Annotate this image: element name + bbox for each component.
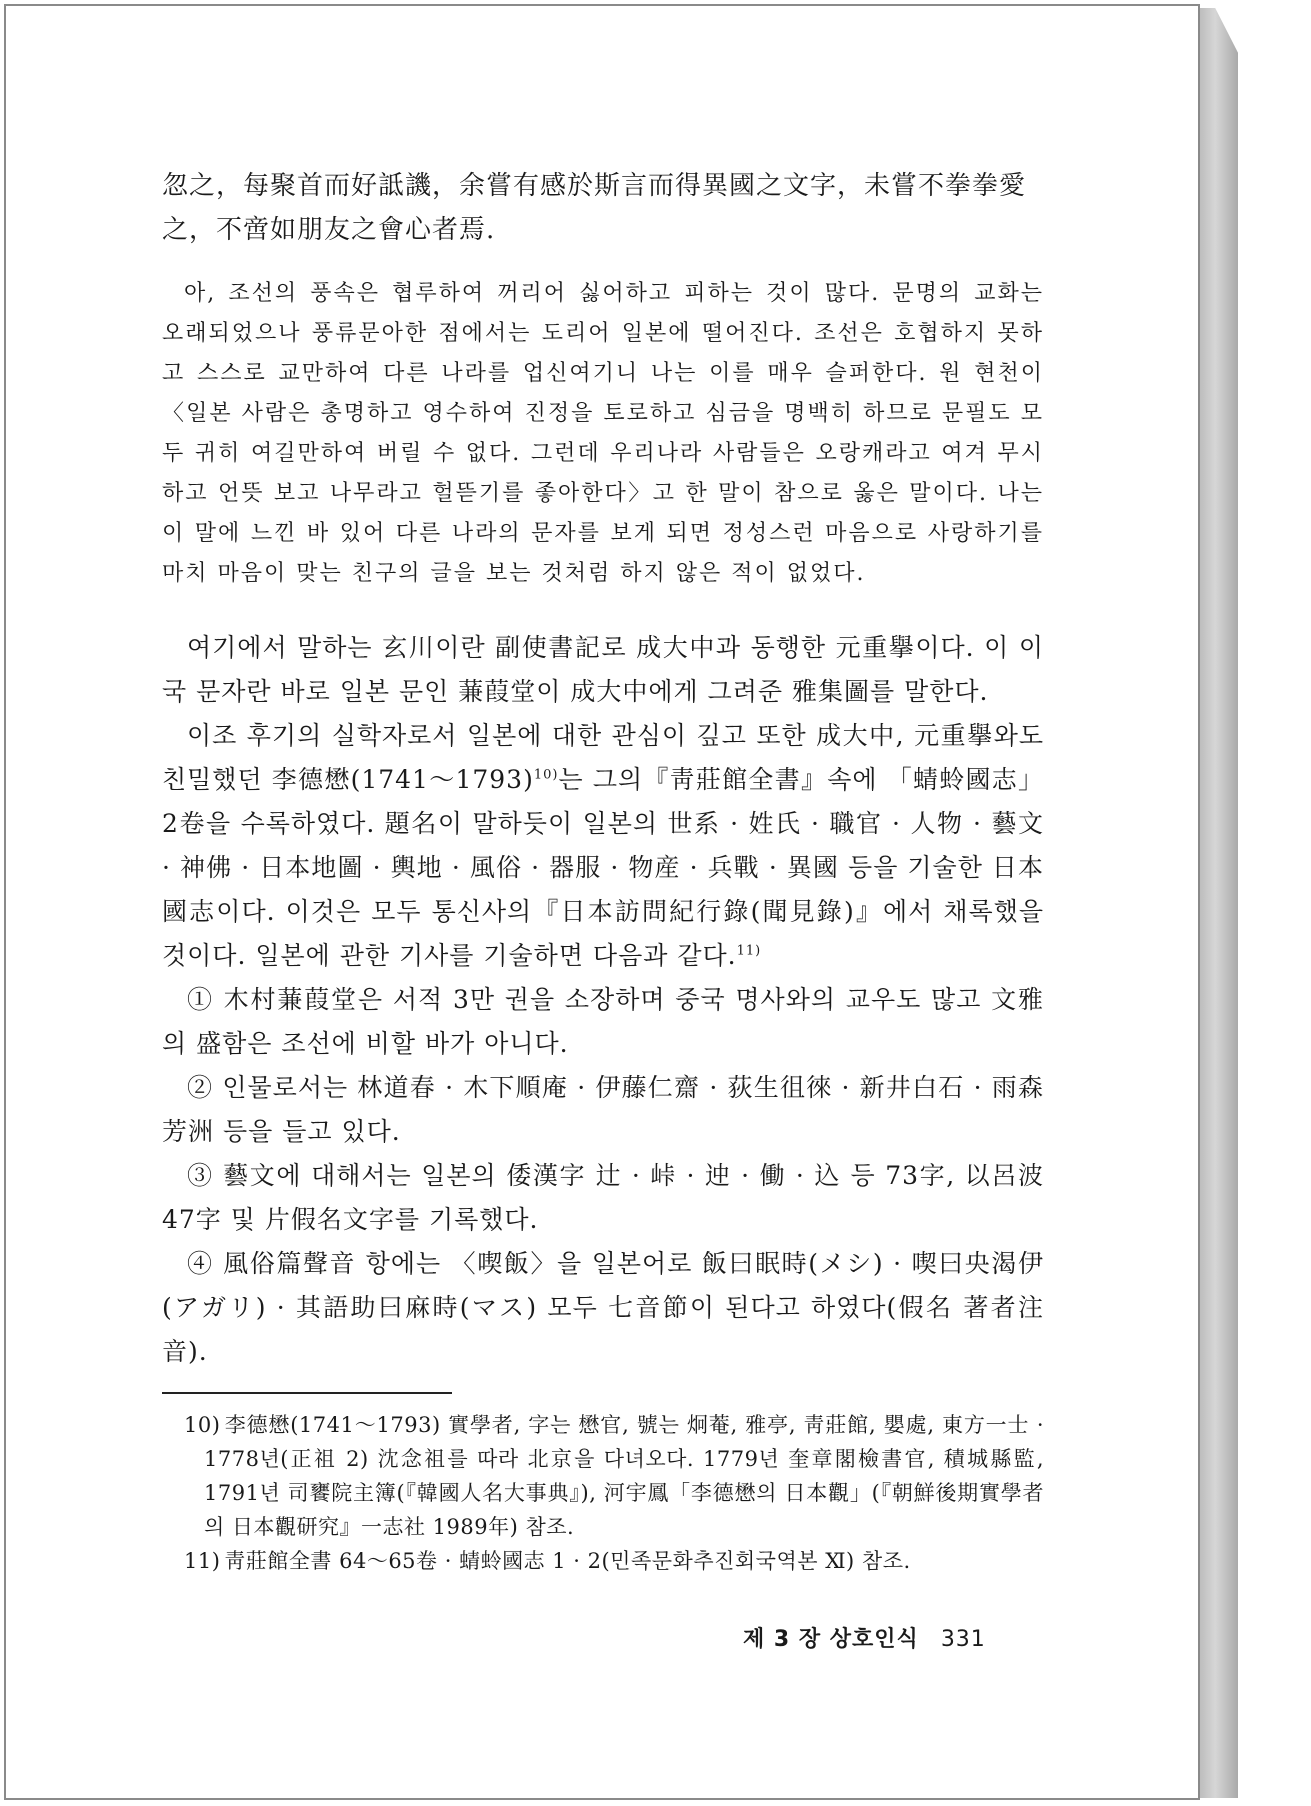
footnote [162, 1408, 1044, 1544]
page-content [162, 164, 1044, 1578]
list-item: ① 木村蒹葭堂은 서적 3만 권을 소장하며 중국 명사와의 교우도 많고 文雅의 盛함은 조선에 비할 바가 아니다. [162, 985, 1044, 1058]
body-paragraph-1: 여기에서 말하는 玄川이란 副使書記로 成大中과 동행한 元重擧이다. 이 이국 문자란 바로 일본 문인 蒹葭堂이 成大中에게 그려준 雅集圖를 말한다. [162, 633, 1044, 706]
list-item: ② 인물로서는 林道春 · 木下順庵 · 伊藤仁齋 · 荻生徂徠 · 新井白石 · 雨森芳洲 등을 들고 있다. [162, 1073, 1044, 1146]
footnote-number: 11) [184, 1549, 221, 1573]
korean-translation: 아, 조선의 풍속은 협루하여 꺼리어 싫어하고 피하는 것이 많다. 문명의 교화는 오래되었으나 풍류문아한 점에서는 도리어 일본에 떨어진다. 조선은 호협하지 못하고 스스로 교만하여 다른 나라를 업신여기니 나는 이를 매우 슬퍼한다. 원 현천이 〈일본 사람은 총명하고 영수하여 진정을 토로하고 심금을 명백히 하므로 문필도 모두 귀히 여길만하여 버릴 수 없다. 그런데 우리나라 사람들은 오랑캐라고 여겨 무시하고 언뜻 보고 나무라고 헐뜯기를 좋아한다〉고 한 말이 참으로 옳은 말이다. 나는 이 말에 느낀 바 있어 다른 나라의 문자를 보게 되면 정성스런 마음으로 사랑하기를 마치 마음이 맞는 친구의 글을 보는 것처럼 하지 않은 적이 없었다. [162, 281, 1045, 586]
footnote [162, 1544, 1044, 1578]
p2-text-after: 는 그의『靑莊館全書』속에 「蜻蛉國志」2卷을 수록하였다. 題名이 말하듯이 일본의 世系 · 姓氏 · 職官 · 人物 · 藝文 · 神佛 · 日本地圖 · 輿地 · 風俗 · 器服 · 物産 · 兵戰 · 異國 등을 기술한 日本國志이다. 이것은 모두 통신사의『日本訪問紀行錄(聞見錄)』에서 채록했을 것이다. 일본에 관한 기사를 기술하면 다음과 같다. [162, 765, 1044, 970]
chinese-quotation: 忽之，每聚首而好詆譏，余嘗有感於斯言而得異國之文字，未嘗不拳拳愛之，不啻如朋友之會心者焉. [162, 171, 1027, 245]
chapter-title: 제 3 장 상호인식 [743, 1627, 919, 1652]
book-page [4, 4, 1200, 1800]
body-paragraph-2 [162, 714, 1044, 978]
page-footer [743, 1622, 986, 1653]
footnote-ref-10: 10) [533, 767, 559, 783]
footnote-text: 靑莊館全書 64～65卷 · 蜻蛉國志 1 · 2(민족문화추진회국역본 Ⅺ) 참조. [224, 1549, 911, 1573]
page-number: 331 [940, 1627, 986, 1652]
list-item: ③ 藝文에 대해서는 일본의 倭漢字 辻 · 峠 · 迚 · 働 · 込 등 73字, 以呂波 47字 및 片假名文字를 기록했다. [162, 1161, 1044, 1234]
book-spine-edge [1200, 8, 1238, 1798]
list-item: ④ 風俗篇聲音 항에는 〈喫飯〉을 일본어로 飯曰眠時(メシ) · 喫曰央渴伊(アガリ) · 其語助曰麻時(マス) 모두 七音節이 된다고 하였다(假名 著者注音). [162, 1249, 1044, 1366]
footnote-ref-11: 11) [736, 943, 762, 959]
footnote-divider [162, 1392, 452, 1394]
footnote-text: 李德懋(1741～1793) 實學者, 字는 懋官, 號는 炯菴, 雅亭, 靑莊館, 嬰處, 東方一士 · 1778년(正祖 2) 沈念祖를 따라 北京을 다녀오다. 1779년 奎章閣檢書官, 積城縣監, 1791년 司饔院主簿(『韓國人名大事典』), 河宇鳳「李德懋의 日本觀」(『朝鮮後期實學者의 日本觀研究』一志社 1989年) 참조. [204, 1413, 1044, 1539]
footnote-number: 10) [184, 1413, 221, 1437]
p2-text-before: 이조 후기의 실학자로서 일본에 대한 관심이 깊고 또한 成大中, 元重擧와도 친밀했던 李德懋(1741～1793) [162, 721, 1044, 794]
